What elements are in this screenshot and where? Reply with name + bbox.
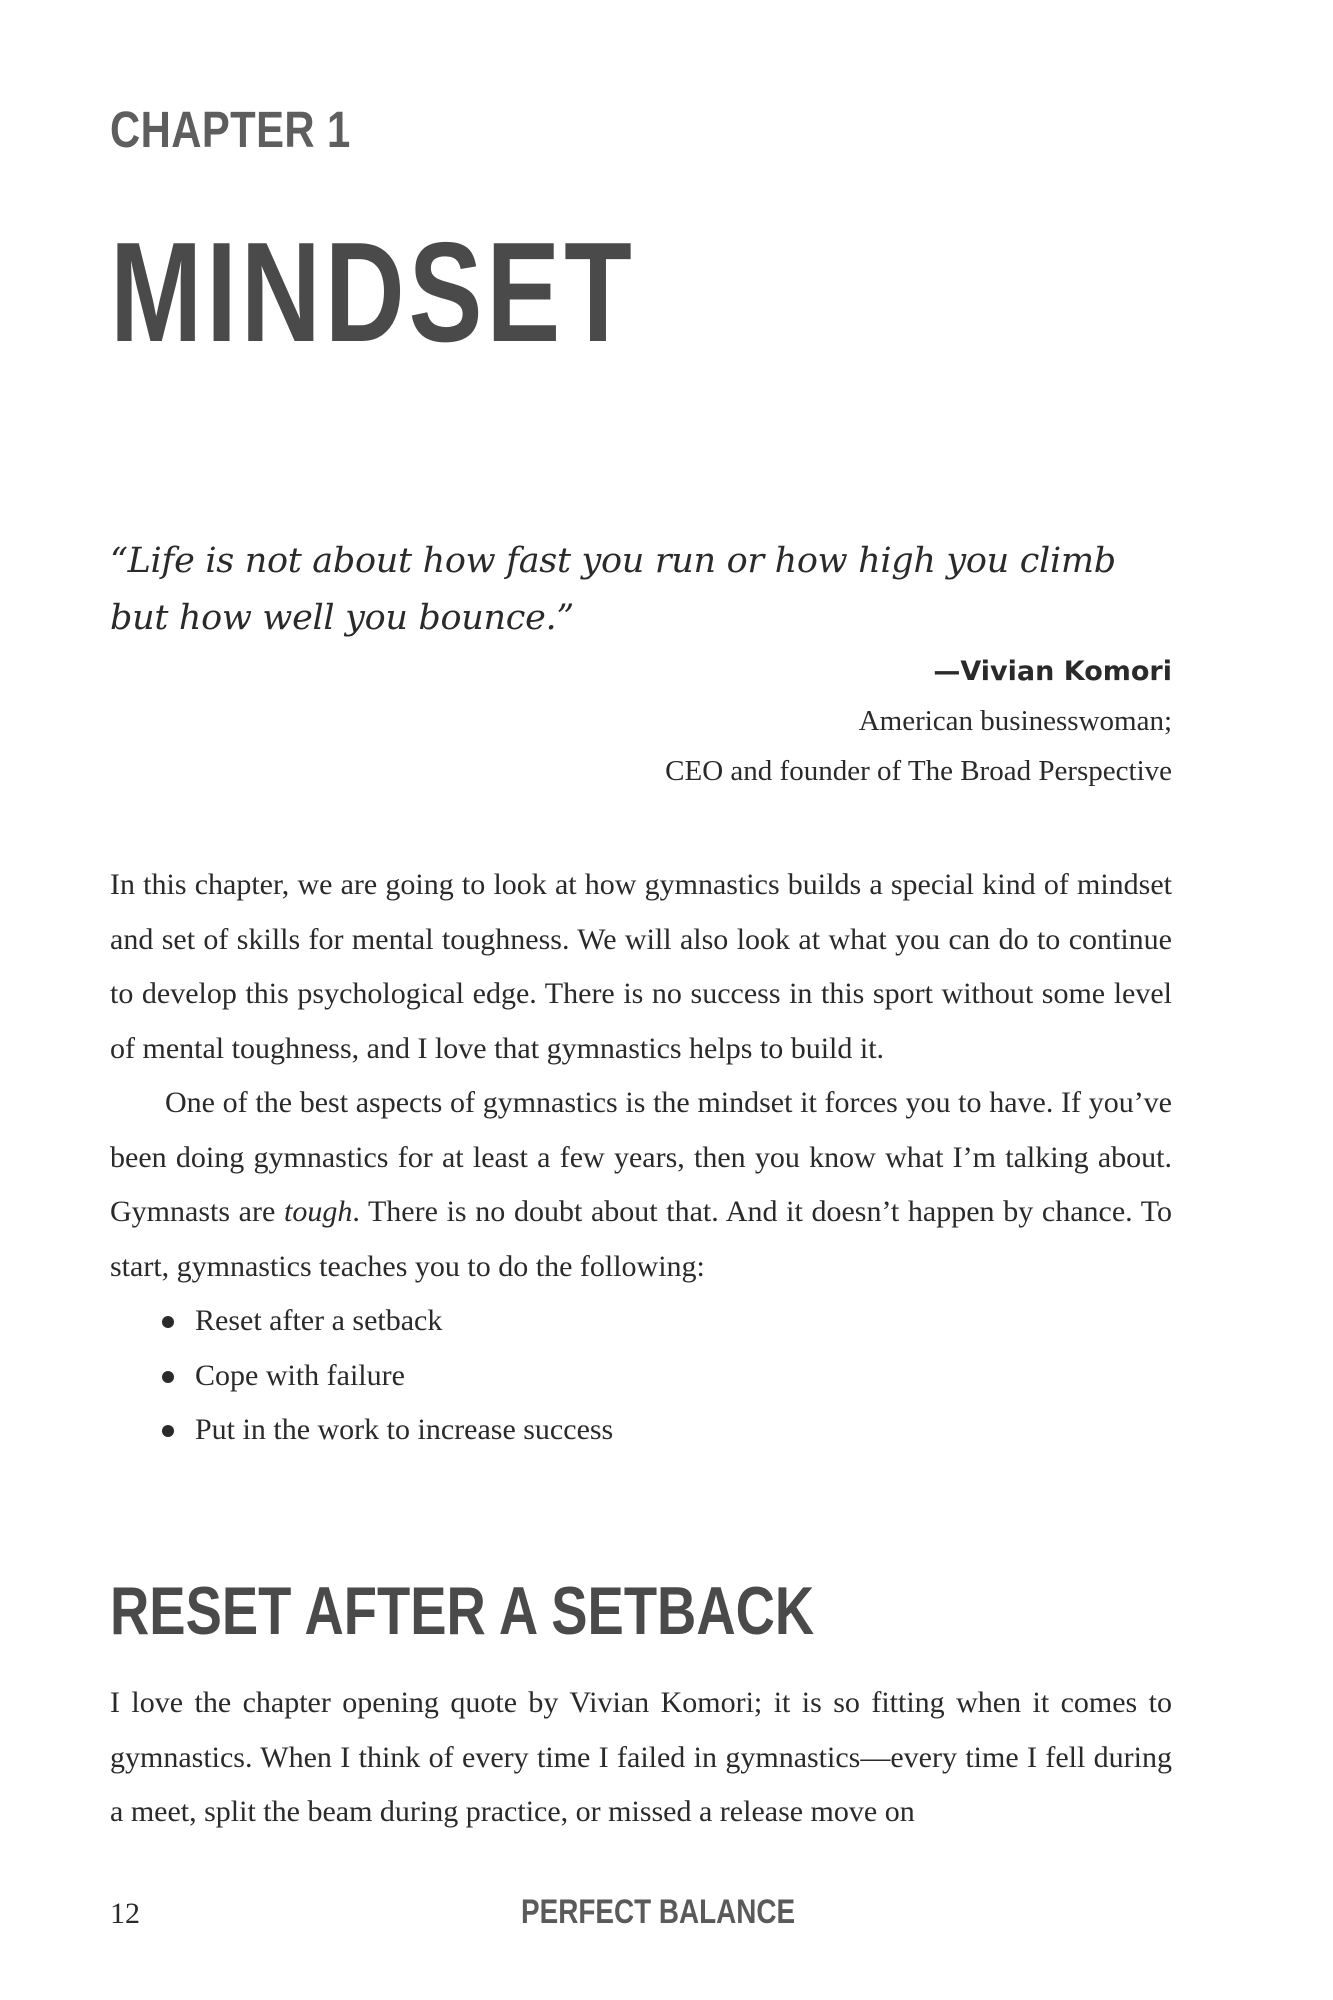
epigraph-author-role-2: CEO and founder of The Broad Perspective (665, 755, 1172, 787)
intro-section (110, 858, 1172, 1458)
intro-paragraph-2 (110, 1076, 1172, 1294)
epigraph-author: —Vivian Komori (933, 656, 1172, 687)
epigraph-attribution (110, 648, 1172, 796)
intro-paragraph-2-start: One of the best aspects of gymnastics is the mindset it forces you to have. If you’ve been doing gymnastics for at least a few years, then you know what I’m talking about. Gymnasts are (110, 1086, 1172, 1228)
page-number: 12 (110, 1897, 140, 1930)
section-body (110, 1676, 1172, 1840)
list-item-text: Reset after a setback (195, 1304, 443, 1337)
intro-paragraph-2-end: . There is no doubt about that. And it doesn’t happen by chance. To start, gymnastics teaches you to do the following: (110, 1195, 1173, 1283)
epigraph-quote: “Life is not about how fast you run or how high you climb but how well you bounce.” (110, 541, 1116, 638)
list-item (162, 1294, 1172, 1349)
intro-paragraph-1: In this chapter, we are going to look at how gymnastics builds a special kind of mindset and set of skills for mental toughness. We will also look at what you can do to continue to develop this psychological edge. There is no success in this sport without some level of mental toughness, and I love that gymnastics helps to build it. (110, 868, 1172, 1065)
skills-list (110, 1294, 1172, 1458)
bullet-icon (162, 1316, 174, 1328)
running-footer-title: PERFECT BALANCE (521, 1893, 796, 1931)
bullet-icon (162, 1425, 174, 1437)
epigraph-author-role-1: American businesswoman; (858, 705, 1172, 737)
chapter-title: MINDSET (110, 213, 636, 372)
list-item (162, 1403, 1172, 1458)
list-item (162, 1349, 1172, 1404)
chapter-label: CHAPTER 1 (110, 101, 351, 158)
bullet-icon (162, 1371, 174, 1383)
intro-paragraph-2-emphasis: tough (283, 1195, 353, 1228)
list-item-text: Cope with failure (195, 1358, 405, 1392)
section-paragraph: I love the chapter opening quote by Vivian Komori; it is so fitting when it comes to gymnastics. When I think of every time I failed in gymnastics—every time I fell during a meet, split the beam during practice, or missed a release move on (110, 1686, 1172, 1828)
list-item-text: Put in the work to increase success (195, 1413, 614, 1446)
section-heading: RESET AFTER A SETBACK (110, 1573, 815, 1649)
book-page (110, 0, 1172, 2000)
